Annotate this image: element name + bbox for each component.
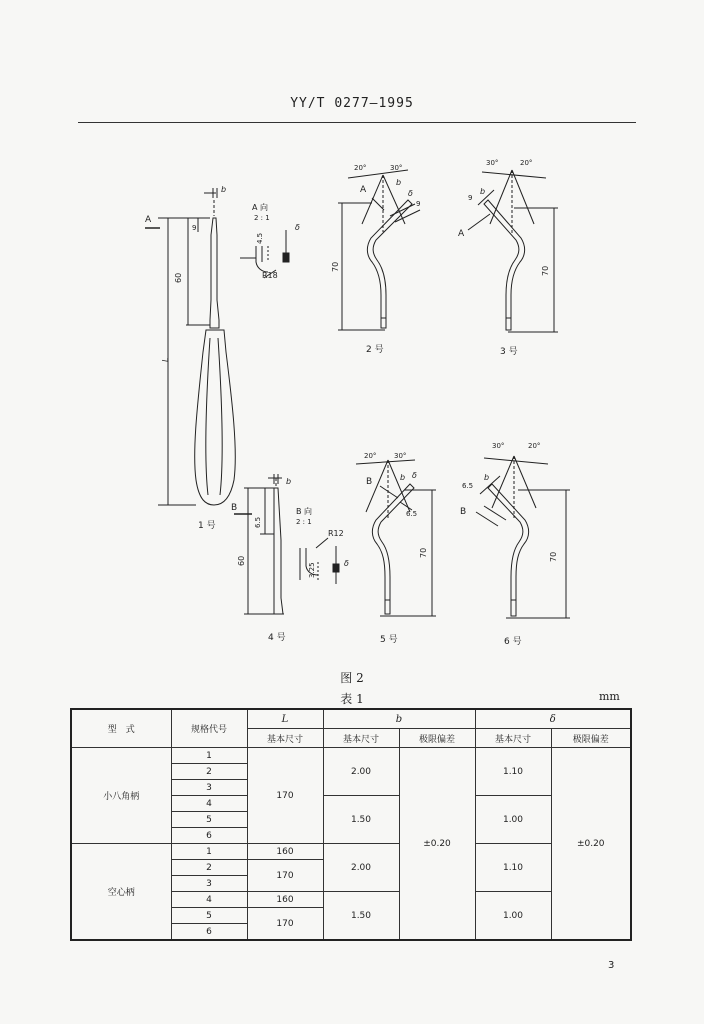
group-2-b-1: 2.00 bbox=[323, 844, 399, 892]
spec-table bbox=[70, 708, 632, 941]
code-cell: 5 bbox=[171, 908, 247, 924]
label-1: 1 号 bbox=[198, 521, 216, 531]
code-cell: 6 bbox=[171, 924, 247, 941]
dim-5-delta: δ bbox=[412, 471, 417, 480]
dim-1-delta: δ bbox=[295, 223, 300, 232]
dim-3-70: 70 bbox=[541, 265, 550, 276]
dim-5-6.5: 6.5 bbox=[406, 510, 418, 518]
dim-5-b: b bbox=[400, 473, 406, 482]
header-delta: δ bbox=[475, 709, 631, 729]
dim-1-R18: R18 bbox=[262, 271, 278, 280]
code-cell: 1 bbox=[171, 748, 247, 764]
dim-6-70: 70 bbox=[549, 551, 558, 562]
dim-1-L: L bbox=[161, 357, 170, 362]
dim-1-4.5: 4.5 bbox=[256, 232, 264, 244]
dim-2-9: 9 bbox=[416, 200, 421, 208]
group-2-L-1: 160 bbox=[247, 844, 323, 860]
dim-6-6.5: 6.5 bbox=[462, 482, 474, 490]
dim-3-30deg: 30° bbox=[486, 159, 499, 167]
b-deviation: ±0.20 bbox=[399, 748, 475, 941]
label-5: 5 号 bbox=[380, 635, 398, 645]
dim-1-A: A bbox=[145, 215, 152, 225]
label-4: 4 号 bbox=[268, 633, 286, 643]
header-delta-basic: 基本尺寸 bbox=[475, 729, 551, 748]
dim-5-20deg: 20° bbox=[364, 452, 377, 460]
dim-3-20deg: 20° bbox=[520, 159, 533, 167]
delta-deviation: ±0.20 bbox=[551, 748, 631, 941]
dim-4-delta: δ bbox=[344, 559, 349, 568]
header-L-basic: 基本尺寸 bbox=[247, 729, 323, 748]
label-2: 2 号 bbox=[366, 345, 384, 355]
code-cell: 1 bbox=[171, 844, 247, 860]
dim-6-20deg: 20° bbox=[528, 442, 541, 450]
instrument-figure bbox=[0, 150, 704, 660]
group-2-L-3: 160 bbox=[247, 892, 323, 908]
dim-5-30deg: 30° bbox=[394, 452, 407, 460]
code-cell: 2 bbox=[171, 764, 247, 780]
dim-3-9: 9 bbox=[468, 194, 473, 202]
group-1-L: 170 bbox=[247, 748, 323, 844]
header-code: 规格代号 bbox=[171, 709, 247, 748]
code-cell: 3 bbox=[171, 876, 247, 892]
dim-2-A: A bbox=[360, 185, 367, 195]
dim-1-60: 60 bbox=[174, 272, 183, 283]
table-unit: mm bbox=[599, 690, 620, 703]
header-type: 型 式 bbox=[71, 709, 171, 748]
dim-2-70: 70 bbox=[331, 261, 340, 272]
view-A-scale: 2 : 1 bbox=[254, 214, 270, 222]
group-1-b-1: 2.00 bbox=[323, 748, 399, 796]
label-3: 3 号 bbox=[500, 347, 518, 357]
code-cell: 3 bbox=[171, 780, 247, 796]
dim-2-delta: δ bbox=[408, 189, 413, 198]
group-1-delta-2: 1.00 bbox=[475, 796, 551, 844]
group-1-delta-1: 1.10 bbox=[475, 748, 551, 796]
dim-2-20deg: 20° bbox=[354, 164, 367, 172]
dim-4-b: b bbox=[286, 477, 292, 486]
group-2-delta-2: 1.00 bbox=[475, 892, 551, 941]
dim-1-b: b bbox=[221, 185, 227, 194]
dim-4-B: B bbox=[231, 503, 238, 513]
figure-caption: 图 2 bbox=[340, 671, 364, 685]
page-number: 3 bbox=[608, 960, 615, 971]
dim-2-30deg: 30° bbox=[390, 164, 403, 172]
instrument-6-drawing bbox=[476, 456, 570, 618]
instrument-4-drawing bbox=[234, 474, 339, 614]
group-2-b-2: 1.50 bbox=[323, 892, 399, 941]
view-B-scale: 2 : 1 bbox=[296, 518, 312, 526]
dim-6-B: B bbox=[460, 507, 467, 517]
dim-6-30deg: 30° bbox=[492, 442, 505, 450]
code-cell: 6 bbox=[171, 828, 247, 844]
table-header-row-1 bbox=[71, 709, 631, 729]
group-2-name: 空心柄 bbox=[71, 844, 171, 941]
dim-4-6.5: 6.5 bbox=[254, 516, 262, 528]
table-row bbox=[71, 844, 631, 860]
header-b-deviation: 极限偏差 bbox=[399, 729, 475, 748]
dim-4-3.25: 3.25 bbox=[308, 562, 316, 578]
group-2-L-2: 170 bbox=[247, 860, 323, 892]
dim-3-b: b bbox=[480, 187, 486, 196]
label-6: 6 号 bbox=[504, 637, 522, 647]
standard-code: YY/T 0277—1995 bbox=[290, 96, 414, 111]
dim-5-B: B bbox=[366, 477, 373, 487]
instrument-1-drawing bbox=[145, 188, 292, 505]
group-1-b-2: 1.50 bbox=[323, 796, 399, 844]
group-1-name: 小八角柄 bbox=[71, 748, 171, 844]
dim-1-9: 9 bbox=[192, 224, 197, 232]
code-cell: 2 bbox=[171, 860, 247, 876]
dim-3-A: A bbox=[458, 229, 465, 239]
header-b: b bbox=[323, 709, 475, 729]
dim-4-R12: R12 bbox=[328, 529, 344, 538]
group-2-L-4: 170 bbox=[247, 908, 323, 941]
dim-4-60: 60 bbox=[237, 555, 246, 566]
code-cell: 4 bbox=[171, 796, 247, 812]
group-2-delta-1: 1.10 bbox=[475, 844, 551, 892]
code-cell: 4 bbox=[171, 892, 247, 908]
header-L: L bbox=[247, 709, 323, 729]
dim-5-70: 70 bbox=[419, 547, 428, 558]
header-rule bbox=[78, 122, 636, 123]
view-A-title: A 向 bbox=[252, 203, 269, 212]
header-delta-deviation: 极限偏差 bbox=[551, 729, 631, 748]
view-B-title: B 向 bbox=[296, 507, 313, 516]
dim-2-b: b bbox=[396, 178, 402, 187]
dim-6-b: b bbox=[484, 473, 490, 482]
table-row bbox=[71, 748, 631, 764]
header-b-basic: 基本尺寸 bbox=[323, 729, 399, 748]
table-caption: 表 1 bbox=[340, 692, 364, 706]
code-cell: 5 bbox=[171, 812, 247, 828]
